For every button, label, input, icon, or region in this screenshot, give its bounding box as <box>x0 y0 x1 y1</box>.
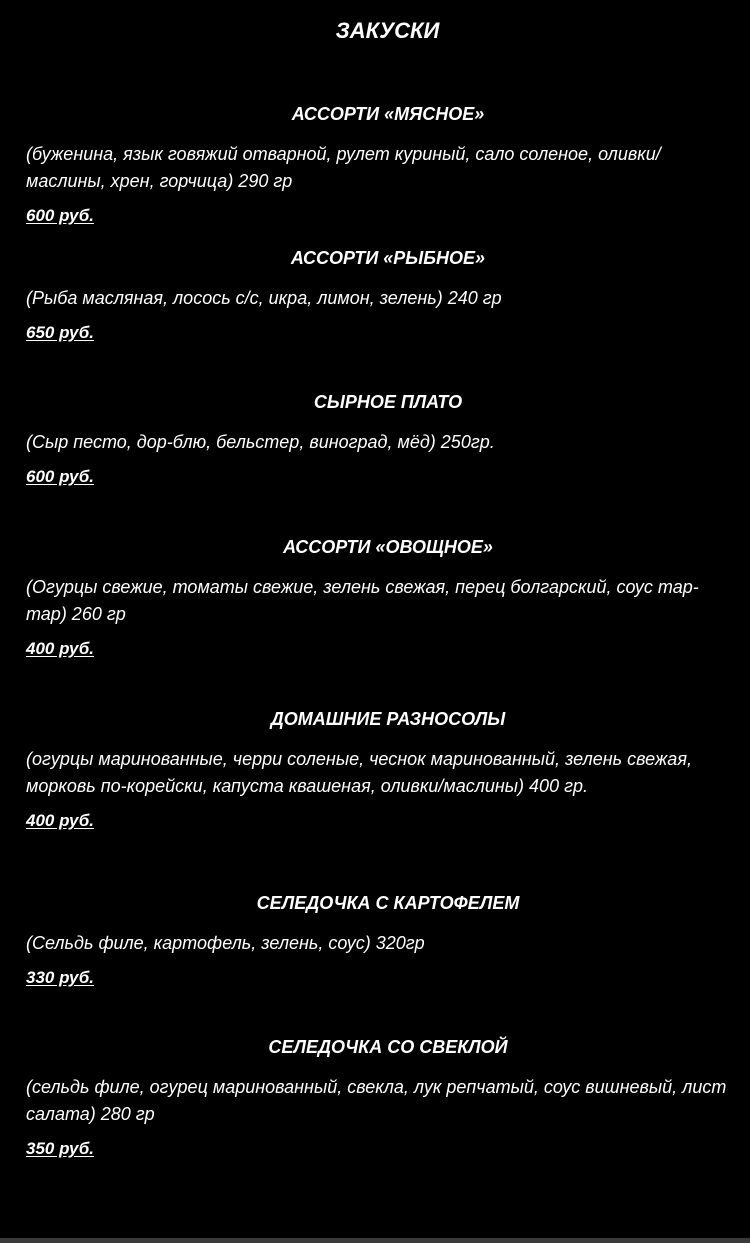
item-price: 400 руб. <box>26 639 94 658</box>
bottom-edge-bar <box>0 1238 750 1243</box>
menu-item-herring-potatoes <box>26 891 736 989</box>
item-price: 600 руб. <box>26 206 94 225</box>
item-description: (буженина, язык говяжий отварной, рулет куриный, сало соленое, оливки/маслины, хрен, горчица) 290 гр <box>26 144 661 191</box>
menu-item-cheese-plate <box>26 390 736 488</box>
item-description: (огурцы маринованные, черри соленые, чеснок маринованный, зелень свежая, морковь по-корейски, капуста квашеная, оливки/маслины) 400 гр. <box>26 749 692 796</box>
item-name: СЫРНОЕ ПЛАТО <box>313 392 463 412</box>
item-price: 350 руб. <box>26 1139 94 1158</box>
item-name: СЕЛЕДОЧКА С КАРТОФЕЛЕМ <box>256 893 520 913</box>
menu-item-fish-assorted <box>26 246 736 344</box>
item-price: 330 руб. <box>26 968 94 987</box>
item-description: (Сельдь филе, картофель, зелень, соус) 320гр <box>26 933 425 953</box>
item-description: (Рыба масляная, лосось с/с, икра, лимон, зелень) 240 гр <box>26 288 502 308</box>
item-name: АССОРТИ «РЫБНОЕ» <box>290 248 486 268</box>
menu-item-vegetable-assorted <box>26 535 736 660</box>
menu-item-meat-assorted <box>26 102 736 227</box>
item-description: (Огурцы свежие, томаты свежие, зелень свежая, перец болгарский, соус тар-тар) 260 гр <box>26 577 699 624</box>
item-name: АССОРТИ «МЯСНОЕ» <box>291 104 485 124</box>
item-name: СЕЛЕДОЧКА СО СВЕКЛОЙ <box>268 1037 508 1057</box>
item-price: 650 руб. <box>26 323 94 342</box>
item-description: (Сыр песто, дор-блю, бельстер, виноград, мёд) 250гр. <box>26 432 495 452</box>
item-name: ДОМАШНИЕ РАЗНОСОЛЫ <box>270 709 506 729</box>
menu-item-herring-beetroot <box>26 1035 736 1160</box>
item-price: 400 руб. <box>26 811 94 830</box>
item-price: 600 руб. <box>26 467 94 486</box>
item-description: (сельдь филе, огурец маринованный, свекла, лук репчатый, соус вишневый, лист салата) 280 гр <box>26 1077 727 1124</box>
item-name: АССОРТИ «ОВОЩНОЕ» <box>283 537 493 557</box>
page-title: ЗАКУСКИ <box>335 18 440 43</box>
menu-item-homemade-pickles <box>26 707 736 832</box>
